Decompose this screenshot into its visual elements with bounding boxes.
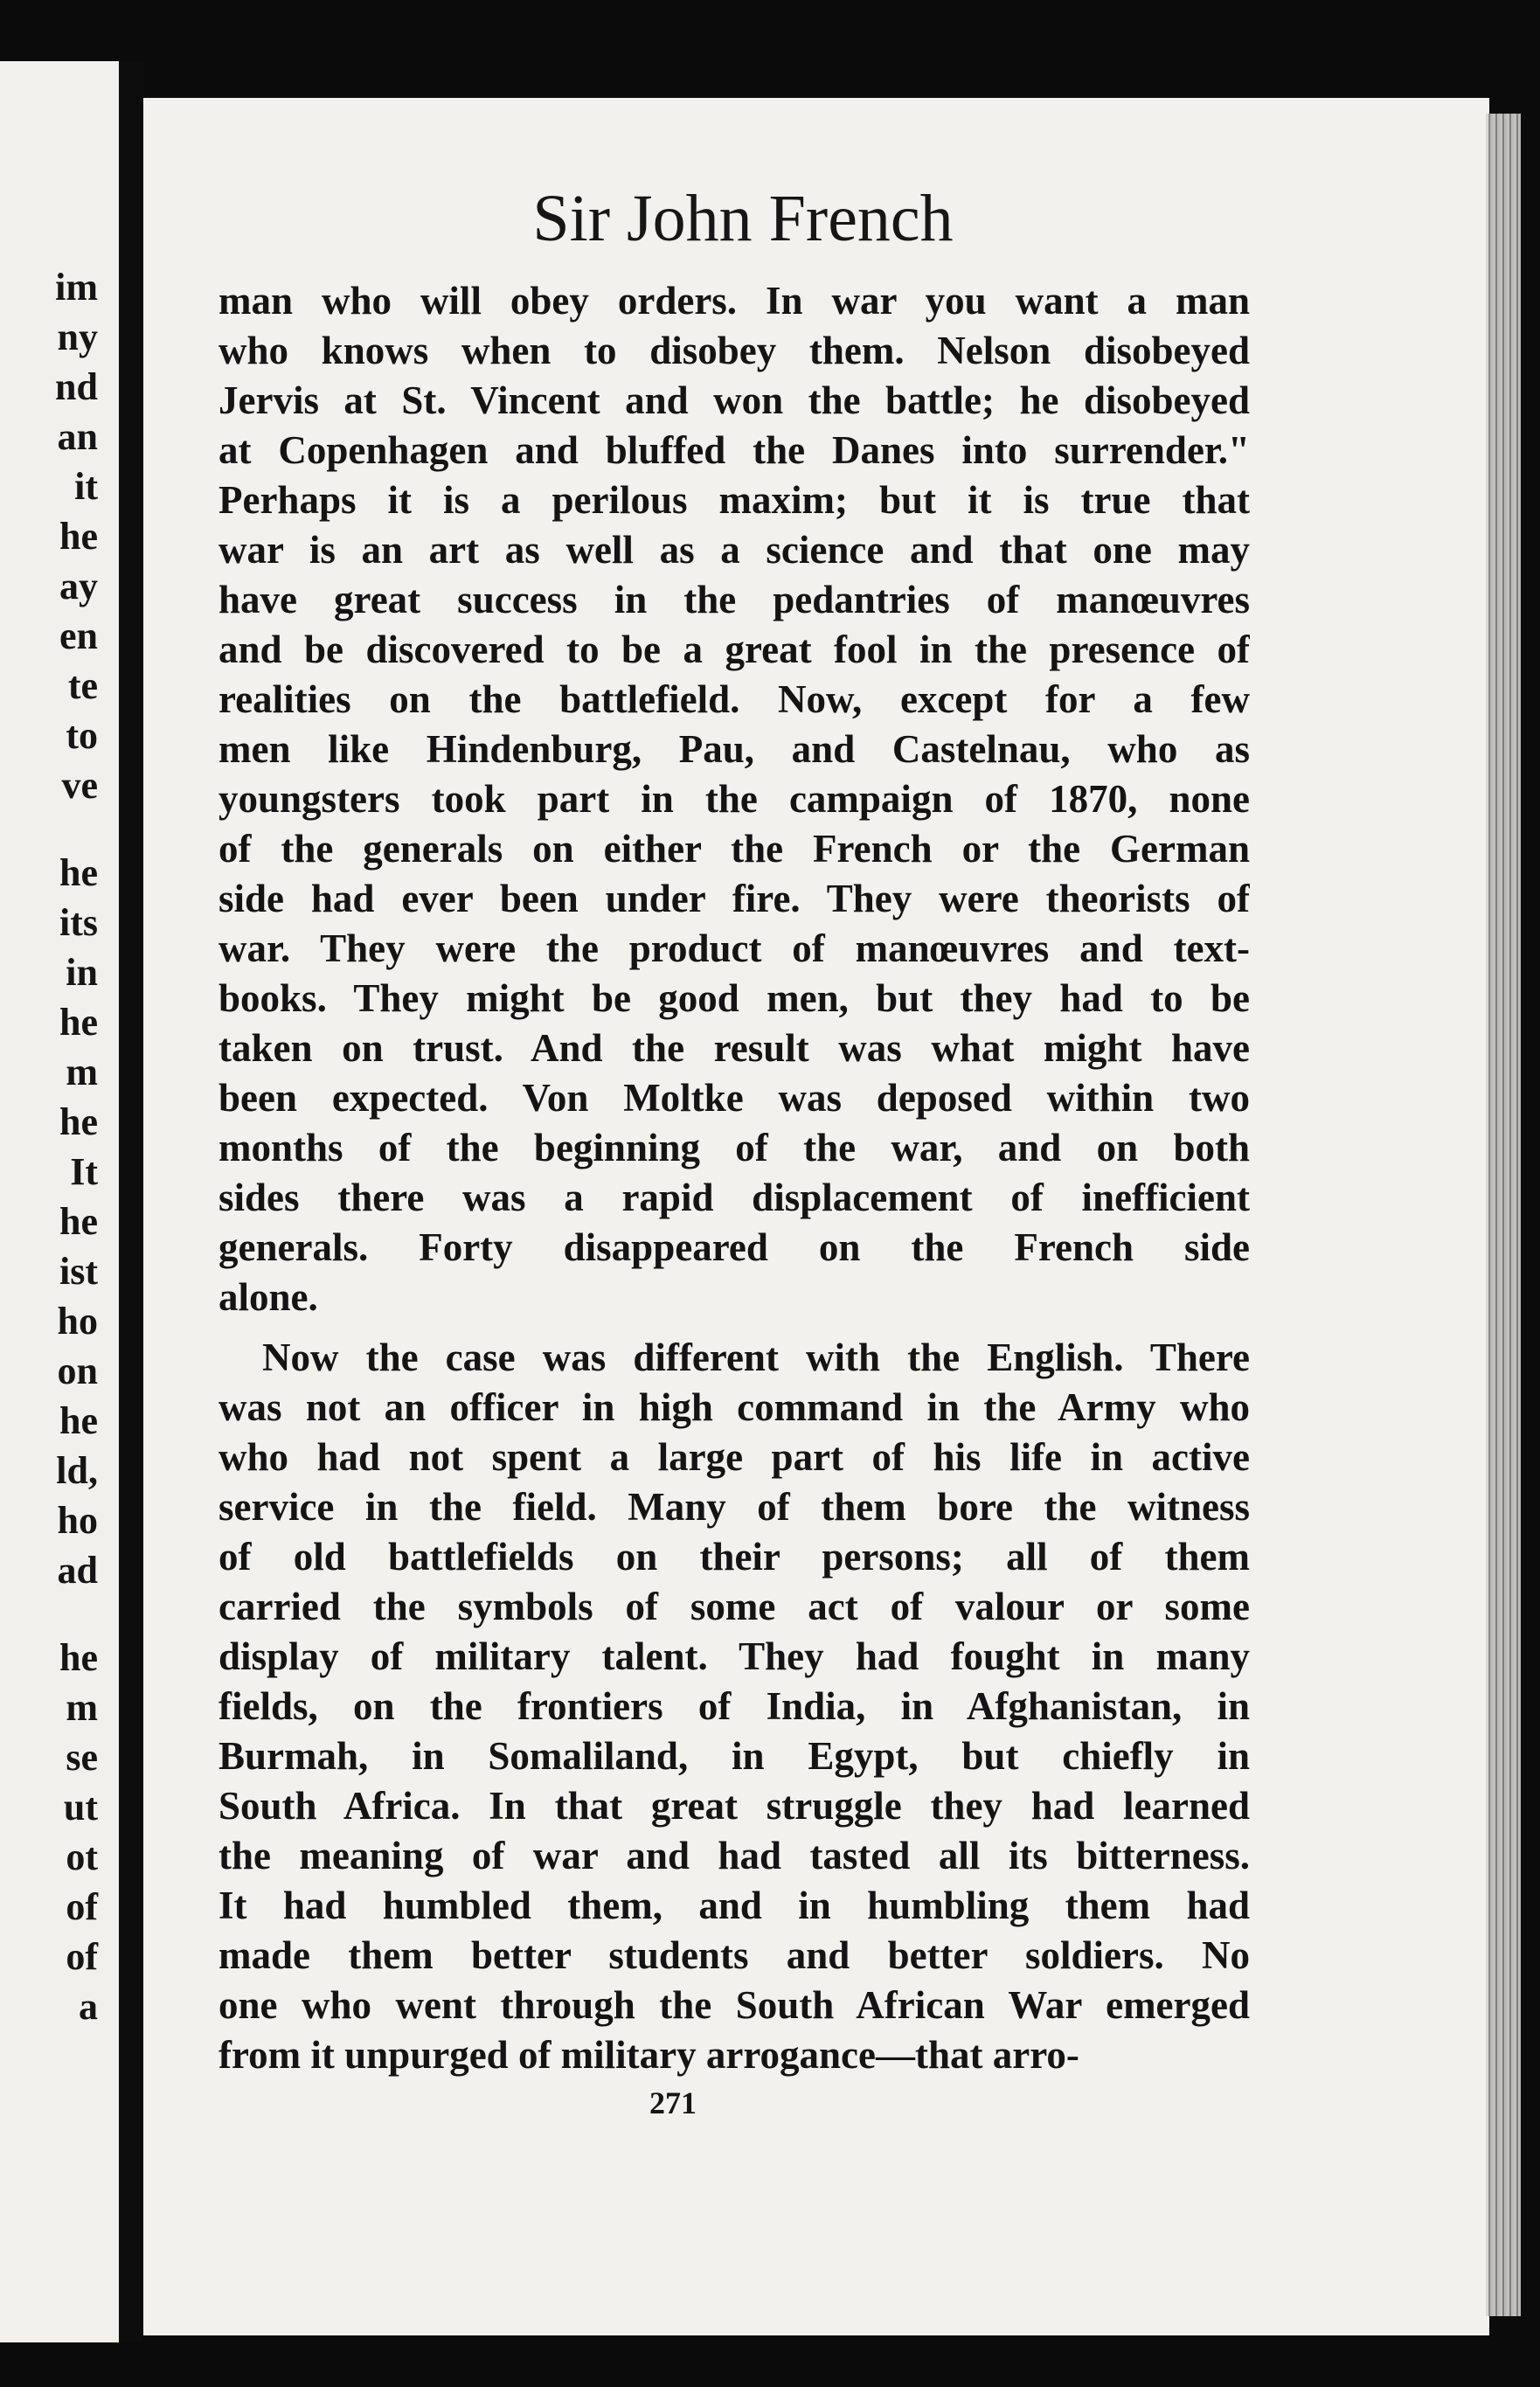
left-page-fragment: in: [66, 951, 98, 994]
text-line: at Copenhagen and bluffed the Danes into surrender.": [219, 428, 1250, 472]
text-line: realities on the battlefield. Now, except for a few: [219, 677, 1250, 721]
left-page-fragment: ut: [63, 1786, 98, 1828]
left-page-fragment: he: [59, 1399, 98, 1442]
body-text: [219, 276, 1250, 2080]
text-line: war is an art as well as a science and that one may: [219, 528, 1250, 572]
left-page-fragment: ad: [57, 1549, 98, 1592]
text-line: Now the case was different with the English. There: [262, 1336, 1250, 1379]
text-line: of old battlefields on their persons; all of them: [219, 1535, 1250, 1579]
left-page-fragment: of: [66, 1935, 98, 1978]
text-line: have great success in the pedantries of manœuvres: [219, 578, 1250, 621]
text-line: the meaning of war and had tasted all its bitterness.: [219, 1834, 1250, 1877]
text-line: sides there was a rapid displacement of inefficient: [219, 1176, 1250, 1219]
fragment-gap: [0, 810, 98, 848]
text-line: who knows when to disobey them. Nelson disobeyed: [219, 329, 1250, 372]
text-line: made them better students and better soldiers. No: [219, 1933, 1250, 1977]
text-line: months of the beginning of the war, and on both: [219, 1126, 1250, 1169]
page-number: 271: [649, 2085, 697, 2120]
left-page-fragment: he: [59, 1001, 98, 1044]
paragraph-gap: [219, 1322, 1250, 1333]
left-page-fragment: an: [57, 415, 98, 458]
text-line: carried the symbols of some act of valour or some: [219, 1585, 1250, 1628]
text-line: Perhaps it is a perilous maxim; but it is true that: [219, 478, 1250, 522]
fragment-gap: [0, 1595, 98, 1633]
left-page-fragment: im: [55, 266, 98, 309]
left-page-fragment: en: [59, 614, 98, 657]
left-page-fragment: he: [59, 515, 98, 558]
text-line: side had ever been under fire. They were theorists of: [219, 877, 1250, 920]
text-line: war. They were the product of manœuvres and text-: [219, 926, 1250, 970]
left-page-fragment: its: [59, 901, 98, 944]
text-line: and be discovered to be a great fool in the presence of: [219, 628, 1250, 671]
text-line: Jervis at St. Vincent and won the battle; he disobeyed: [219, 378, 1250, 422]
text-line: Burmah, in Somaliland, in Egypt, but chiefly in: [219, 1734, 1250, 1778]
text-line: generals. Forty disappeared on the French side: [219, 1225, 1250, 1269]
text-line: who had not spent a large part of his life in active: [219, 1435, 1250, 1479]
text-line: from it unpurged of military arrogance—that arro-: [219, 2033, 1079, 2077]
text-line: books. They might be good men, but they had to be: [219, 976, 1250, 1020]
text-line: been expected. Von Moltke was deposed within two: [219, 1076, 1250, 1120]
text-line: It had humbled them, and in humbling them had: [219, 1884, 1250, 1927]
left-page-fragment: ve: [61, 764, 98, 807]
text-line: of the generals on either the French or the German: [219, 827, 1250, 871]
left-page-fragment: m: [66, 1686, 98, 1729]
book-gutter: [119, 61, 143, 2342]
text-line: man who will obey orders. In war you want a man: [219, 279, 1250, 323]
text-line: display of military talent. They had fought in many: [219, 1634, 1250, 1678]
text-line: one who went through the South African War emerged: [219, 1983, 1250, 2027]
text-line: men like Hindenburg, Pau, and Castelnau, who as: [219, 727, 1250, 771]
left-page-fragment: It: [70, 1150, 98, 1193]
text-line: service in the field. Many of them bore the witness: [219, 1485, 1250, 1529]
left-page-fragment: he: [59, 1200, 98, 1243]
text-line: taken on trust. And the result was what might have: [219, 1026, 1250, 1070]
left-page-fragment: ld,: [56, 1449, 98, 1492]
left-page-fragment: of: [66, 1885, 98, 1928]
text-line: was not an officer in high command in the Army who: [219, 1385, 1250, 1429]
left-page-fragment: a: [79, 1985, 98, 2028]
page-edges: [1486, 114, 1521, 2316]
left-page-fragment: he: [59, 851, 98, 894]
left-page-fragment: m: [66, 1051, 98, 1093]
left-page-fragment: he: [59, 1636, 98, 1679]
left-page-fragment: he: [59, 1100, 98, 1143]
left-page-fragment: on: [57, 1350, 98, 1392]
left-page-fragment: nd: [55, 365, 98, 408]
running-header: Sir John French: [532, 182, 954, 255]
left-page-fragment: ay: [59, 565, 98, 607]
left-page-fragment: ho: [57, 1499, 98, 1542]
left-page-fragment: te: [67, 664, 98, 707]
text-line: fields, on the frontiers of India, in Afghanistan, in: [219, 1684, 1250, 1728]
text-line: South Africa. In that great struggle they had learned: [219, 1784, 1250, 1828]
text-line: alone.: [219, 1275, 318, 1319]
left-page-fragment: it: [74, 465, 98, 508]
left-page-fragment: ny: [57, 316, 98, 358]
left-page-fragment: se: [66, 1736, 98, 1779]
text-line: youngsters took part in the campaign of 1870, none: [219, 777, 1250, 821]
left-page-fragment: ot: [66, 1835, 98, 1878]
left-page-fragment: ho: [57, 1300, 98, 1343]
left-page-text-fragments: [0, 262, 98, 2031]
left-page-fragment: to: [66, 714, 98, 757]
left-page-fragment: ist: [59, 1250, 98, 1293]
